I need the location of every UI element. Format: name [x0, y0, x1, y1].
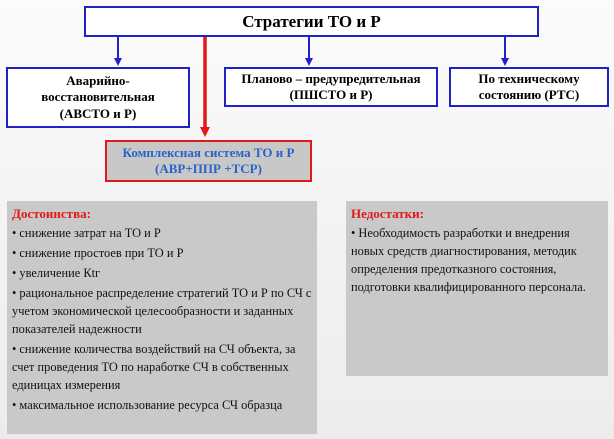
strategy-rts-box: По техническому состоянию (РТС): [449, 67, 609, 107]
advantages-heading: Достоинства:: [12, 206, 91, 221]
advantage-item: • снижение количества воздействий на СЧ объекта, за счет проведения ТО по наработке СЧ в собственных единицах измерения: [12, 341, 296, 392]
strategy-avsto-box: Аварийно- восстановительная (АВСТО и Р): [6, 67, 190, 128]
advantage-item: • увеличение Кtг: [12, 265, 101, 280]
advantages-panel: [7, 201, 317, 434]
advantage-item: • снижение простоев при ТО и Р: [12, 245, 184, 260]
advantage-item: • снижение затрат на ТО и Р: [12, 225, 161, 240]
advantages-list: [12, 225, 312, 415]
disadvantages-list: [351, 225, 603, 297]
diagram-title: Стратегии ТО и Р: [84, 6, 539, 37]
strategy-pshsto-box: Планово – предупредительная (ПШСТО и Р): [224, 67, 438, 107]
disadvantages-panel: [346, 201, 608, 376]
disadvantages-heading: Недостатки:: [351, 206, 424, 221]
advantage-item: • максимальное использование ресурса СЧ образца: [12, 397, 283, 412]
complex-system-box: Комплексная система ТО и Р (АВР+ППР +ТСР): [105, 140, 312, 182]
disadvantage-item: • Необходимость разработки и внедрения новых средств диагностирования, методик определения предотказного состояния, подготовки квалифицированного персонала.: [351, 225, 586, 294]
advantage-item: • рациональное распределение стратегий ТО и Р по СЧ с учетом экономической целесообразности и заданных показателей надежности: [12, 285, 312, 336]
